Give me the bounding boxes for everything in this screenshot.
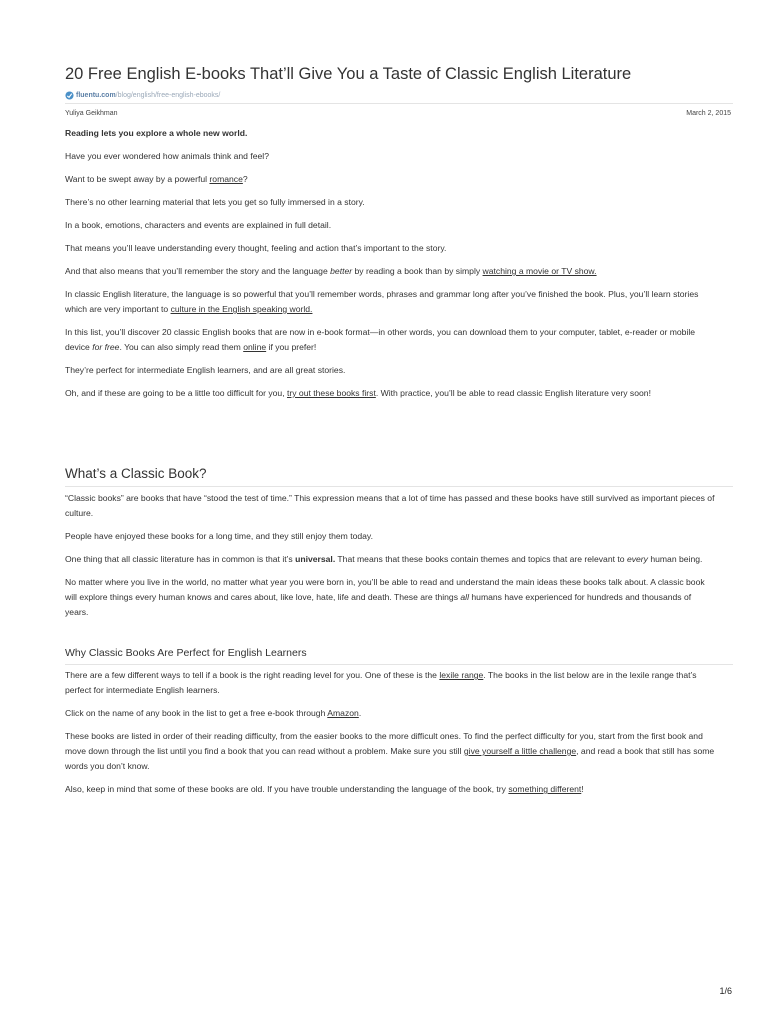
something-different-link[interactable]: something different — [508, 784, 582, 794]
paragraph: Click on the name of any book in the list to get a free e-book through Amazon. — [65, 708, 362, 718]
source-path: /blog/english/free-english-ebooks/ — [115, 92, 221, 99]
paragraph: “Classic books” are books that have “stood the test of time.” This expression means that a lot of time has passed and these books have still survived as important pieces of culture. — [65, 493, 715, 518]
online-link[interactable]: online — [243, 342, 267, 352]
paragraph: In classic English literature, the language is so powerful that you’ll remember words, phrases and grammar long after you’ve finished the book. Plus, you’ll learn stories which are very important to culture in the English speaking world. — [65, 289, 699, 314]
fluentu-logo-icon — [65, 91, 74, 100]
intro-lead: Reading lets you explore a whole new world. — [65, 128, 248, 138]
challenge-link[interactable]: give yourself a little challenge — [463, 746, 577, 756]
paragraph: That means you’ll leave understanding every thought, feeling and action that’s important to the story. — [65, 243, 447, 253]
lexile-range-link[interactable]: lexile range — [439, 670, 484, 680]
paragraph: These books are listed in order of their reading difficulty, from the easier books to the more difficult ones. To find the perfect difficulty for you, start from the first book and move down through the list until you find a book that you can read without a problem. Make sure you still give yourself a little challenge, and read a book that still has some words you don’t know. — [65, 731, 715, 771]
paragraph: They’re perfect for intermediate English learners, and are all great stories. — [65, 365, 346, 375]
intro-section — [65, 126, 715, 409]
paragraph: Also, keep in mind that some of these books are old. If you have trouble understanding the language of the book, try something different! — [65, 784, 584, 794]
paragraph: One thing that all classic literature has in common is that it’s universal. That means that these books contain themes and topics that are relevant to every human being. — [65, 554, 703, 564]
paragraph: Want to be swept away by a powerful romance? — [65, 174, 248, 184]
source-domain: fluentu.com — [76, 92, 116, 99]
easier-books-link[interactable]: try out these books first — [286, 388, 376, 398]
romance-link[interactable]: romance — [209, 174, 243, 184]
paragraph: No matter where you live in the world, no matter what year you were born in, you’ll be able to read and understand the main ideas these books talk about. A classic book will explore things every human knows and cares about, like love, hate, life and death. These are things all humans have experienced for hundreds and thousands of years. — [65, 577, 705, 617]
amazon-link[interactable]: Amazon — [327, 708, 359, 718]
paragraph: There are a few different ways to tell if a book is the right reading level for you. One of these is the lexile range. The books in the list below are in the lexile range that’s perfect for intermediate English learners. — [65, 670, 697, 695]
paragraph: Oh, and if these are going to be a little too difficult for you, try out these books first. With practice, you’ll be able to read classic English literature very soon! — [65, 388, 651, 398]
section-divider — [65, 664, 733, 665]
section-divider — [65, 486, 733, 487]
paragraph: And that also means that you’ll remember the story and the language better by reading a book than by simply watching a movie or TV show. — [65, 266, 597, 276]
author-name: Yuliya Geikhman — [65, 110, 118, 117]
paragraph: There’s no other learning material that lets you get so fully immersed in a story. — [65, 197, 365, 207]
english-learners-section — [65, 668, 715, 805]
article-title: 20 Free English E-books That’ll Give You a Taste of Classic English Literature — [65, 65, 632, 83]
movie-tv-link[interactable]: watching a movie or TV show. — [482, 266, 597, 276]
page-number: 1/6 — [719, 986, 732, 996]
publish-date: March 2, 2015 — [686, 110, 731, 117]
paragraph: Have you ever wondered how animals think and feel? — [65, 151, 269, 161]
header-divider — [65, 103, 733, 104]
culture-link[interactable]: culture in the English speaking world. — [170, 304, 313, 314]
paragraph: In a book, emotions, characters and events are explained in full detail. — [65, 220, 332, 230]
classic-book-section — [65, 491, 715, 628]
paragraph: People have enjoyed these books for a long time, and they still enjoy them today. — [65, 531, 373, 541]
paragraph: In this list, you’ll discover 20 classic English books that are now in e-book format—in other words, you can download them to your computer, tablet, e-reader or mobile device for free. You can also simply read them online if you prefer! — [65, 327, 696, 352]
section-heading-classic-book: What’s a Classic Book? — [65, 466, 207, 481]
source-url[interactable] — [65, 91, 220, 100]
section-heading-english-learners: Why Classic Books Are Perfect for English Learners — [65, 647, 307, 659]
